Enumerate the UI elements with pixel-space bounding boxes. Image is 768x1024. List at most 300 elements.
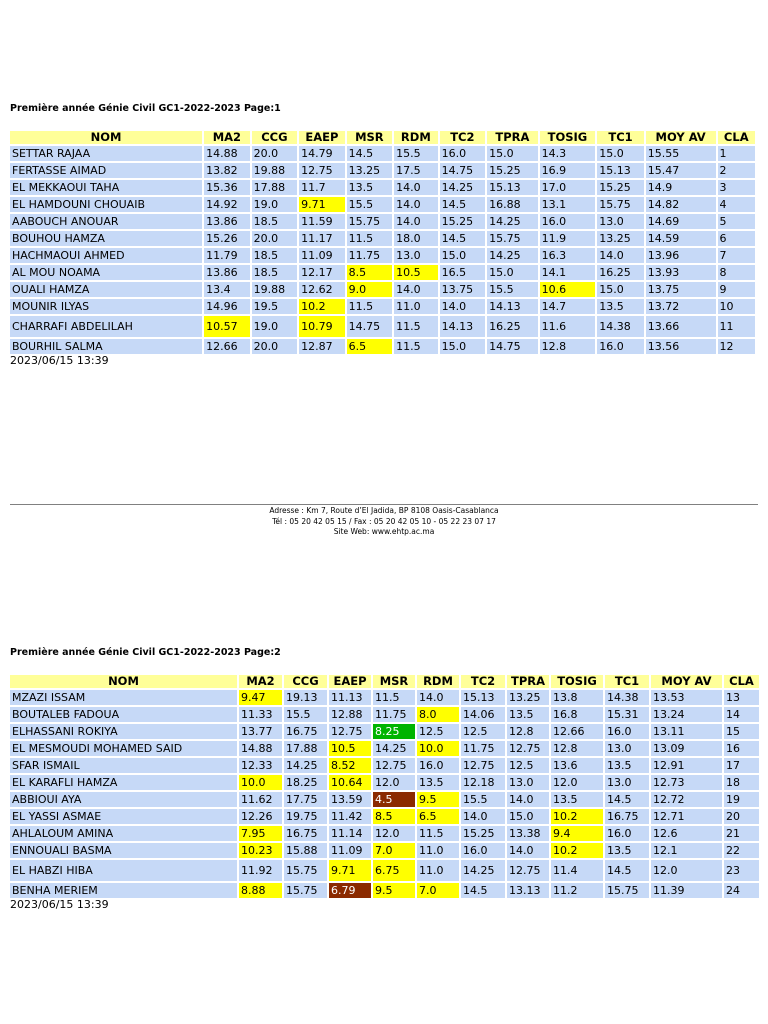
grade-cell: 12.26 [239,809,282,824]
page-title: Première année Génie Civil GC1-2022-2023 Page:2 [10,647,281,658]
grade-cell: 15.0 [597,146,644,161]
grade-cell: 14 [724,707,759,722]
table-row [10,707,759,722]
student-name-cell: SFAR ISMAIL [10,758,237,773]
column-header: MSR [347,131,393,144]
column-header: TC2 [440,131,486,144]
grade-cell: 12.75 [507,741,549,756]
grade-cell: 15 [724,724,759,739]
grade-cell: 11.5 [394,316,437,337]
student-name-cell: BOUTALEB FADOUA [10,707,237,722]
grade-cell: 13.82 [204,163,250,178]
column-header: MSR [373,675,415,688]
grade-cell: 12.18 [461,775,505,790]
grade-cell: 12.8 [507,724,549,739]
grade-cell: 11.6 [540,316,596,337]
grade-cell: 22 [724,843,759,858]
grade-cell: 12.71 [651,809,722,824]
grade-cell: 13.66 [646,316,716,337]
grade-cell: 11.2 [551,883,603,898]
grade-cell: 11 [718,316,755,337]
student-name-cell: EL HABZI HIBA [10,860,237,881]
table-row [10,163,755,178]
table-row [10,724,759,739]
grade-cell: 11.33 [239,707,282,722]
grade-cell: 16.0 [605,724,649,739]
grade-cell: 9 [718,282,755,297]
table-header-row [10,131,755,144]
grade-cell: 14.25 [461,860,505,881]
grade-cell: 15.25 [440,214,486,229]
grade-cell: 12.72 [651,792,722,807]
grade-cell: 18.5 [252,248,298,263]
grade-cell: 14.82 [646,197,716,212]
grade-cell: 13.86 [204,265,250,280]
grade-cell: 17 [724,758,759,773]
grade-cell: 11.75 [373,707,415,722]
grade-cell: 14.75 [487,339,538,354]
grade-cell: 14.0 [440,299,486,314]
grade-cell: 13.09 [651,741,722,756]
grade-cell: 14.25 [373,741,415,756]
grade-cell: 14.0 [417,690,459,705]
grade-cell: 13.77 [239,724,282,739]
grade-cell: 2 [718,163,755,178]
print-timestamp: 2023/06/15 13:39 [10,354,109,367]
grade-cell: 15.26 [204,231,250,246]
grade-cell: 8.52 [329,758,371,773]
grade-cell: 7.0 [417,883,459,898]
table-row [10,809,759,824]
grade-cell: 15.0 [440,339,486,354]
table-row [10,339,755,354]
student-name-cell: AL MOU NOAMA [10,265,202,280]
grade-cell: 9.71 [299,197,345,212]
grade-cell: 9.71 [329,860,371,881]
grade-cell: 16 [724,741,759,756]
grade-cell: 15.36 [204,180,250,195]
student-name-cell: BOURHIL SALMA [10,339,202,354]
grade-cell: 13.96 [646,248,716,263]
grade-cell: 13.56 [646,339,716,354]
grade-cell: 16.0 [597,339,644,354]
grade-cell: 17.88 [284,741,327,756]
grade-cell: 14.96 [204,299,250,314]
grade-cell: 12.75 [373,758,415,773]
footer-address: Adresse : Km 7, Route d’El Jadida, BP 8108 Oasis-Casablanca [269,506,499,515]
student-name-cell: EL KARAFLI HAMZA [10,775,237,790]
grade-cell: 15.75 [605,883,649,898]
grade-cell: 19 [724,792,759,807]
grade-cell: 14.5 [347,146,393,161]
grade-cell: 14.06 [461,707,505,722]
table-row [10,316,755,337]
grade-cell: 11.5 [394,339,437,354]
grade-cell: 15.25 [487,163,538,178]
grade-cell: 13.6 [551,758,603,773]
student-name-cell: SETTAR RAJAA [10,146,202,161]
grade-cell: 12.62 [299,282,345,297]
grade-cell: 6.75 [373,860,415,881]
grade-cell: 14.59 [646,231,716,246]
grade-cell: 13.25 [347,163,393,178]
grade-cell: 9.5 [417,792,459,807]
grade-cell: 11.14 [329,826,371,841]
column-header: TC2 [461,675,505,688]
grade-cell: 14.38 [597,316,644,337]
grade-cell: 13.25 [507,690,549,705]
grade-cell: 14.92 [204,197,250,212]
grade-cell: 11.5 [347,299,393,314]
grade-cell: 12.33 [239,758,282,773]
grade-cell: 11.39 [651,883,722,898]
column-header: CLA [718,131,755,144]
grade-cell: 16.75 [284,724,327,739]
student-name-cell: AHLALOUM AMINA [10,826,237,841]
grade-cell: 8 [718,265,755,280]
grade-cell: 10.5 [329,741,371,756]
table-row [10,792,759,807]
student-name-cell: ABBIOUI AYA [10,792,237,807]
grade-cell: 12.1 [651,843,722,858]
grade-cell: 10.0 [239,775,282,790]
student-name-cell: MZAZI ISSAM [10,690,237,705]
grade-cell: 7.95 [239,826,282,841]
grade-cell: 11.5 [417,826,459,841]
grade-cell: 13.0 [605,775,649,790]
student-name-cell: ENNOUALI BASMA [10,843,237,858]
grade-cell: 14.0 [507,792,549,807]
grade-cell: 15.55 [646,146,716,161]
grade-cell: 11.13 [329,690,371,705]
grade-cell: 11.42 [329,809,371,824]
grade-cell: 15.5 [487,282,538,297]
grade-cell: 11.0 [417,843,459,858]
grade-cell: 11.0 [417,860,459,881]
grade-cell: 12.75 [299,163,345,178]
grade-cell: 6.5 [417,809,459,824]
grade-cell: 13.0 [597,214,644,229]
grades-page-1 [10,103,757,367]
grade-cell: 12.0 [373,775,415,790]
student-name-cell: HACHMAOUI AHMED [10,248,202,263]
grade-cell: 15.31 [605,707,649,722]
grade-cell: 12.75 [329,724,371,739]
grade-cell: 13.5 [597,299,644,314]
grade-cell: 11.0 [394,299,437,314]
grade-cell: 20.0 [252,146,298,161]
grade-cell: 12 [718,339,755,354]
grade-cell: 9.4 [551,826,603,841]
grade-cell: 15.13 [487,180,538,195]
grade-cell: 8.88 [239,883,282,898]
grade-cell: 11.9 [540,231,596,246]
grade-cell: 18.0 [394,231,437,246]
grade-cell: 17.88 [252,180,298,195]
grade-cell: 14.5 [461,883,505,898]
grade-cell: 13.86 [204,214,250,229]
grade-cell: 15.88 [284,843,327,858]
footer-phone: Tél : 05 20 42 05 15 / Fax : 05 20 42 05 10 - 05 22 23 07 17 [272,516,496,526]
table-header-row [10,675,759,688]
column-header: TC1 [605,675,649,688]
grade-cell: 15.75 [284,883,327,898]
grade-cell: 13.59 [329,792,371,807]
grade-cell: 13.8 [551,690,603,705]
student-name-cell: ELHASSANI ROKIYA [10,724,237,739]
grade-cell: 13.5 [551,792,603,807]
grade-cell: 16.25 [597,265,644,280]
grade-cell: 13.75 [646,282,716,297]
grade-cell: 15.75 [347,214,393,229]
grade-cell: 16.88 [487,197,538,212]
grade-cell: 10.0 [417,741,459,756]
table-row [10,775,759,790]
grade-cell: 16.0 [461,843,505,858]
grade-cell: 12.75 [461,758,505,773]
grade-cell: 12.0 [551,775,603,790]
grade-cell: 15.0 [597,282,644,297]
grade-cell: 10.2 [551,809,603,824]
grade-cell: 13.5 [507,707,549,722]
grade-cell: 19.13 [284,690,327,705]
grades-table [8,129,757,356]
column-header: MA2 [204,131,250,144]
grade-cell: 14.0 [461,809,505,824]
grade-cell: 24 [724,883,759,898]
grade-cell: 19.75 [284,809,327,824]
grade-cell: 11.59 [299,214,345,229]
grade-cell: 13 [724,690,759,705]
grade-cell: 4.5 [373,792,415,807]
grade-cell: 14.25 [487,248,538,263]
grade-cell: 13.24 [651,707,722,722]
grade-cell: 15.25 [597,180,644,195]
grade-cell: 17.75 [284,792,327,807]
grade-cell: 3 [718,180,755,195]
grade-cell: 14.88 [239,741,282,756]
grade-cell: 12.5 [507,758,549,773]
grade-cell: 14.13 [440,316,486,337]
grade-cell: 11.75 [461,741,505,756]
grade-cell: 7 [718,248,755,263]
grade-cell: 20 [724,809,759,824]
grade-cell: 14.0 [394,214,437,229]
grade-cell: 8.5 [347,265,393,280]
grade-cell: 12.8 [551,741,603,756]
grade-cell: 16.0 [540,214,596,229]
table-row [10,231,755,246]
table-row [10,758,759,773]
grade-cell: 16.3 [540,248,596,263]
grade-cell: 11.92 [239,860,282,881]
grade-cell: 8.0 [417,707,459,722]
grade-cell: 14.0 [597,248,644,263]
grade-cell: 16.0 [605,826,649,841]
grade-cell: 13.11 [651,724,722,739]
column-header: EAEP [299,131,345,144]
grade-cell: 10.64 [329,775,371,790]
separator-line [10,504,758,505]
grades-page-2 [10,647,757,911]
grade-cell: 15.5 [284,707,327,722]
column-header: MA2 [239,675,282,688]
student-name-cell: BENHA MERIEM [10,883,237,898]
print-timestamp: 2023/06/15 13:39 [10,898,109,911]
table-row [10,843,759,858]
grade-cell: 15.0 [440,248,486,263]
column-header: TPRA [507,675,549,688]
grade-cell: 14.69 [646,214,716,229]
grade-cell: 12.0 [373,826,415,841]
grade-cell: 7.0 [373,843,415,858]
grade-cell: 10.6 [540,282,596,297]
column-header: CLA [724,675,759,688]
grade-cell: 14.3 [540,146,596,161]
grade-cell: 13.0 [394,248,437,263]
grade-cell: 10.2 [299,299,345,314]
grade-cell: 19.88 [252,163,298,178]
grade-cell: 11.7 [299,180,345,195]
grade-cell: 17.5 [394,163,437,178]
page-title: Première année Génie Civil GC1-2022-2023 Page:1 [10,103,281,114]
grade-cell: 13.5 [605,758,649,773]
grade-cell: 15.5 [347,197,393,212]
grade-cell: 14.0 [394,197,437,212]
grade-cell: 21 [724,826,759,841]
grade-cell: 14.1 [540,265,596,280]
grade-cell: 14.13 [487,299,538,314]
grade-cell: 15.13 [461,690,505,705]
grade-cell: 12.0 [651,860,722,881]
grade-cell: 12.66 [204,339,250,354]
student-name-cell: FERTASSE AIMAD [10,163,202,178]
table-row [10,741,759,756]
grade-cell: 13.38 [507,826,549,841]
grade-cell: 15.0 [487,146,538,161]
grade-cell: 12.5 [461,724,505,739]
grade-cell: 14.38 [605,690,649,705]
grade-cell: 13.25 [597,231,644,246]
grade-cell: 14.25 [487,214,538,229]
footer [0,506,768,538]
table-row [10,214,755,229]
column-header: NOM [10,131,202,144]
grade-cell: 13.5 [347,180,393,195]
grade-cell: 9.5 [373,883,415,898]
grade-cell: 14.25 [440,180,486,195]
grade-cell: 13.93 [646,265,716,280]
grade-cell: 20.0 [252,339,298,354]
grade-cell: 15.5 [461,792,505,807]
grade-cell: 15.75 [597,197,644,212]
grade-cell: 8.25 [373,724,415,739]
grade-cell: 13.5 [417,775,459,790]
grade-cell: 6.5 [347,339,393,354]
grade-cell: 11.79 [204,248,250,263]
grade-cell: 12.17 [299,265,345,280]
student-name-cell: EL MEKKAOUI TAHA [10,180,202,195]
student-name-cell: EL HAMDOUNI CHOUAIB [10,197,202,212]
student-name-cell: CHARRAFI ABDELILAH [10,316,202,337]
grade-cell: 16.25 [487,316,538,337]
grade-cell: 11.09 [299,248,345,263]
grade-cell: 15.25 [461,826,505,841]
grade-cell: 10.79 [299,316,345,337]
column-header: MOY AV [651,675,722,688]
grade-cell: 11.5 [373,690,415,705]
grade-cell: 12.91 [651,758,722,773]
grade-cell: 14.9 [646,180,716,195]
grade-cell: 14.0 [507,843,549,858]
grade-cell: 15.75 [487,231,538,246]
grade-cell: 14.7 [540,299,596,314]
grade-cell: 13.53 [651,690,722,705]
grade-cell: 10.57 [204,316,250,337]
grade-cell: 17.0 [540,180,596,195]
grade-cell: 16.75 [605,809,649,824]
grade-cell: 12.66 [551,724,603,739]
grade-cell: 14.5 [440,197,486,212]
grade-cell: 19.0 [252,316,298,337]
grade-cell: 14.79 [299,146,345,161]
grade-cell: 11.62 [239,792,282,807]
column-header: RDM [394,131,437,144]
grade-cell: 19.0 [252,197,298,212]
grade-cell: 16.9 [540,163,596,178]
grade-cell: 12.75 [507,860,549,881]
grade-cell: 15.75 [284,860,327,881]
table-row [10,146,755,161]
grade-cell: 16.0 [440,146,486,161]
grade-cell: 23 [724,860,759,881]
grade-cell: 13.72 [646,299,716,314]
grade-cell: 11.4 [551,860,603,881]
grade-cell: 13.0 [605,741,649,756]
grade-cell: 12.5 [417,724,459,739]
student-name-cell: OUALI HAMZA [10,282,202,297]
grade-cell: 11.09 [329,843,371,858]
grade-cell: 12.87 [299,339,345,354]
table-row [10,265,755,280]
grade-cell: 16.5 [440,265,486,280]
grade-cell: 15.5 [394,146,437,161]
grade-cell: 18.5 [252,265,298,280]
grade-cell: 1 [718,146,755,161]
grade-cell: 14.5 [605,792,649,807]
grade-cell: 14.5 [440,231,486,246]
table-row [10,299,755,314]
grade-cell: 14.88 [204,146,250,161]
student-name-cell: BOUHOU HAMZA [10,231,202,246]
grade-cell: 5 [718,214,755,229]
grade-cell: 10.2 [551,843,603,858]
column-header: TC1 [597,131,644,144]
grade-cell: 18.25 [284,775,327,790]
table-row [10,248,755,263]
grades-table [8,673,761,900]
grade-cell: 10.23 [239,843,282,858]
student-name-cell: MOUNIR ILYAS [10,299,202,314]
grade-cell: 15.0 [507,809,549,824]
grade-cell: 15.13 [597,163,644,178]
table-row [10,180,755,195]
column-header: CCG [284,675,327,688]
grade-cell: 9.47 [239,690,282,705]
grade-cell: 4 [718,197,755,212]
grade-cell: 8.5 [373,809,415,824]
grade-cell: 6 [718,231,755,246]
